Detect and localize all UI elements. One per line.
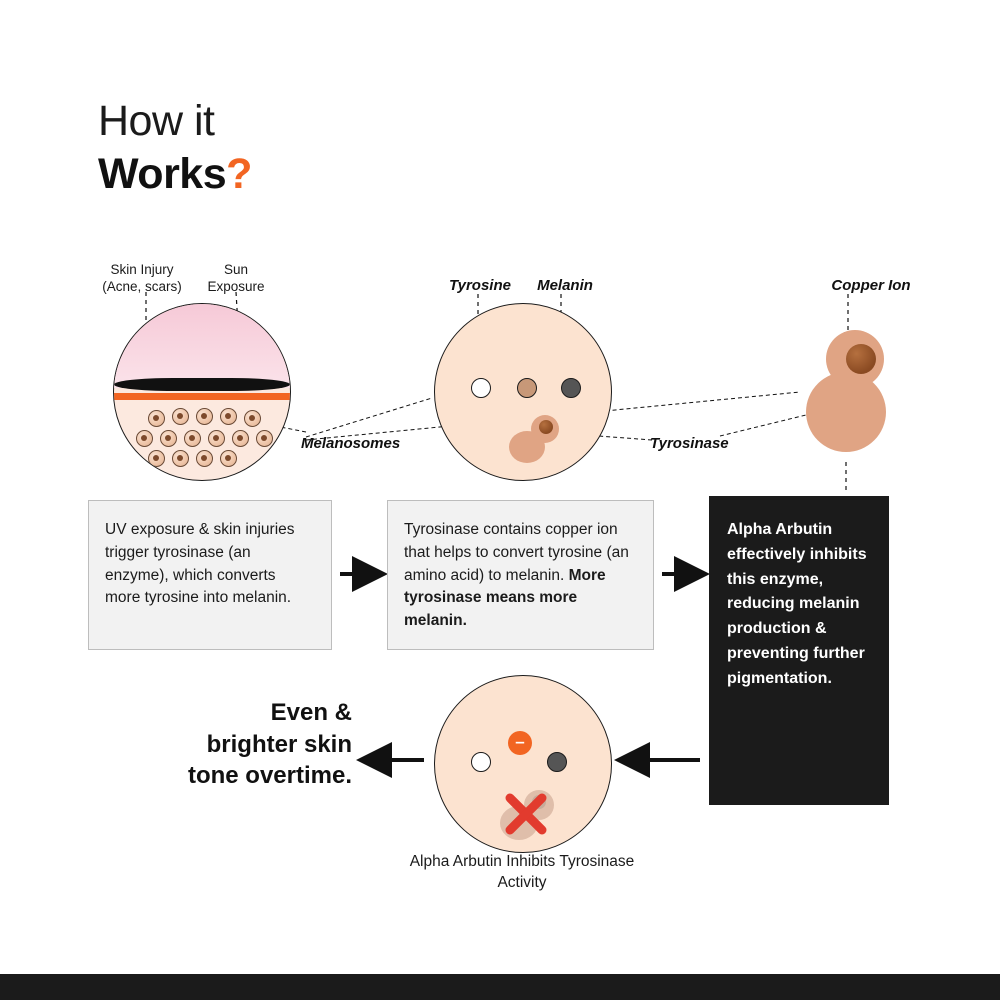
step-3-textbox (709, 496, 889, 805)
label-melanin: Melanin (537, 277, 593, 294)
label-sun-exposure-line2: Exposure (207, 278, 265, 294)
label-melanosomes: Melanosomes (301, 435, 401, 452)
final-statement: Even & brighter skin tone overtime. (187, 699, 352, 790)
tyrosine-molecule (471, 378, 491, 398)
tyrosinase-enzyme-small (509, 415, 561, 463)
step-3-text: Alpha Arbutin effectively inhibits this enzyme, reducing melanin production & preventing further pigmentation. (727, 521, 867, 687)
label-copper-ion: Copper Ion (831, 277, 911, 294)
label-tyrosine: Tyrosine (449, 277, 511, 294)
step-1-textbox (88, 500, 332, 650)
label-sun-exposure-line1: Sun (223, 262, 249, 277)
melanosome (184, 430, 201, 447)
basal-dark-layer (114, 378, 290, 391)
melanosome (172, 450, 189, 467)
melanosome (136, 430, 153, 447)
red-x-icon (498, 786, 554, 842)
melanosome (244, 410, 261, 427)
step-2-text-bold: More tyrosinase means more melanin. (404, 566, 606, 630)
melanosome (220, 408, 237, 425)
melanosome (160, 430, 177, 447)
melanosome (148, 410, 165, 427)
step-2-textbox (387, 500, 654, 650)
copper-ion-dot (539, 420, 553, 434)
melanosome (208, 430, 225, 447)
tyrosinase-enzyme-large (800, 330, 896, 460)
enzyme-lobe (509, 431, 545, 463)
copper-ion-dot (846, 344, 876, 374)
page-title (98, 97, 252, 198)
melanin-molecule (561, 378, 581, 398)
step-1-text: UV exposure & skin injuries trigger tyrosinase (an enzyme), which converts more tyrosine into melanin. (105, 521, 295, 607)
basal-orange-layer (114, 393, 290, 400)
epidermis-layer (114, 304, 290, 388)
label-skin-injury (96, 262, 188, 296)
melanosome (196, 408, 213, 425)
melanosome (256, 430, 273, 447)
alpha-arbutin-caption: Alpha Arbutin Inhibits Tyrosinase Activity (409, 853, 635, 891)
melanosome (172, 408, 189, 425)
enzyme-lobe (806, 372, 886, 452)
label-skin-injury-line1: Skin Injury (110, 262, 174, 277)
melanin-molecule (547, 752, 567, 772)
title-line-1: How it (98, 97, 215, 145)
title-line-2 (98, 150, 252, 198)
footer-bar (0, 974, 1000, 1000)
melanosome (232, 430, 249, 447)
label-sun-exposure (196, 262, 276, 296)
skin-cross-section-illustration (113, 303, 291, 481)
label-skin-injury-line2: (Acne, scars) (102, 278, 182, 294)
title-works-text: Works (98, 150, 227, 198)
title-question-mark: ? (226, 150, 252, 198)
melanosome (220, 450, 237, 467)
intermediate-molecule (517, 378, 537, 398)
melanosome (148, 450, 165, 467)
melanosome (196, 450, 213, 467)
left-edge-strip (0, 0, 6, 1000)
step-2-text-plain: Tyrosinase contains copper ion that helps to convert tyrosine (an amino acid) to melanin. (404, 521, 629, 584)
label-tyrosinase: Tyrosinase (650, 435, 729, 452)
tyrosine-molecule (471, 752, 491, 772)
inhibition-minus-icon: – (508, 731, 532, 755)
